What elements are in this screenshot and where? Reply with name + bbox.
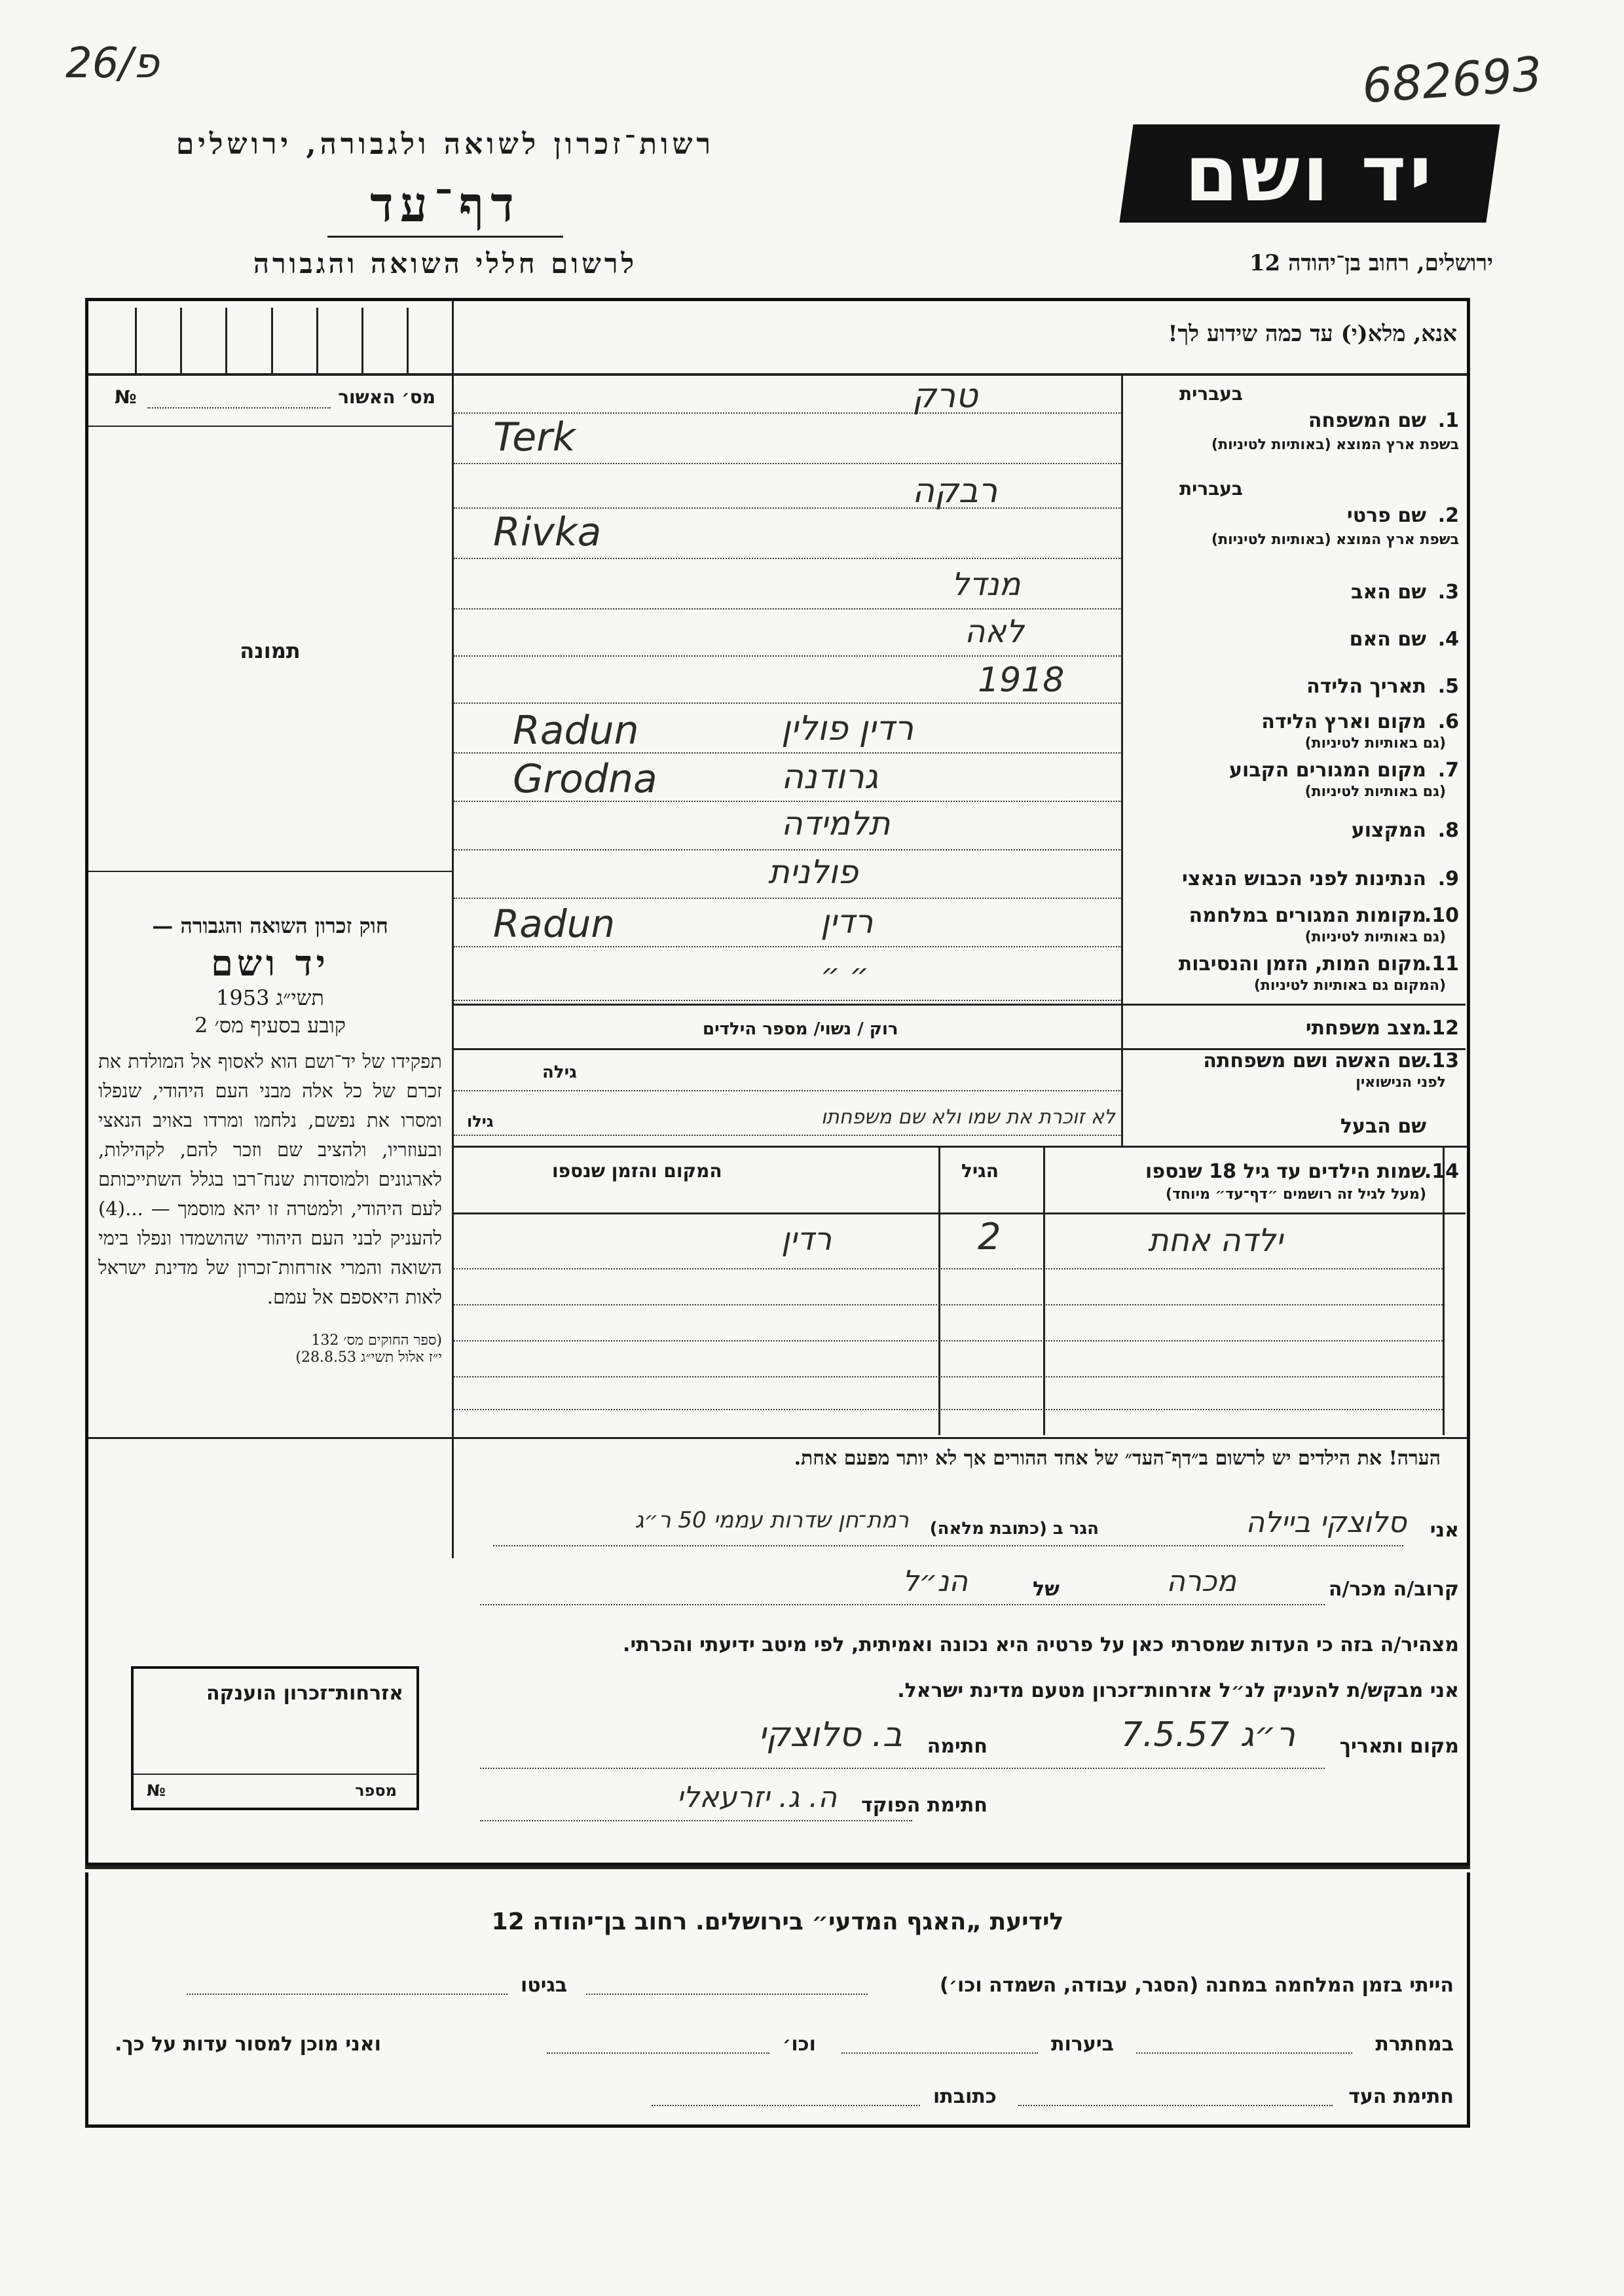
form-subtitle: לרשום חללי השואה והגבורה [253,247,638,280]
request-text: אני מבקש/ת להעניק לנ״ל אזרחות־זכרון מטעם מדינת ישראל. [897,1679,1459,1702]
authority-line: רשות־זכרון לשואה ולגבורה, ירושלים [175,128,715,161]
birthplace-latin: Radun [513,708,639,754]
row-profession[interactable] [454,805,1466,852]
field-num: 4. [1437,628,1459,651]
bottom-section [85,1872,1470,2128]
family-name-latin: Terk [493,414,576,460]
citizenship-no-mark: № [147,1781,166,1800]
field-label: מקום וארץ הלידה [1261,710,1426,733]
row-death-place[interactable] [454,950,1466,1002]
husband-age-label: גילו [467,1112,494,1131]
first-name-hebrew: רבקה [912,471,998,511]
children-num: 14. [1424,1160,1459,1183]
family-name-hebrew: טרק [912,376,978,416]
row-residence[interactable] [454,756,1466,803]
signature-value[interactable]: ב. סלוצקי [758,1715,902,1755]
declarant-name[interactable]: סלוצקי ביילה [1246,1506,1407,1539]
declarant-ani-label: אני [1430,1519,1459,1542]
bottom-ghetto-label: בגיטו [521,1974,568,1997]
bottom-testimony-label: ואני מוכן למסור עדות על כך. [115,2033,381,2056]
bottom-address-label: כתובתו [933,2085,997,2108]
row-mother-name[interactable] [454,613,1466,659]
law-title: חוק זכרון השואה והגבורה — [152,913,388,938]
field-label: שם האם [1349,628,1426,651]
field-label: מקום המגורים הקבוע [1229,759,1426,782]
handwritten-record-number: 682693 [1360,46,1544,114]
of-value[interactable]: הנ״ל [902,1565,968,1598]
row-nationality[interactable] [454,853,1466,900]
field-sub: בשפת ארץ המוצא (באותיות לטיניות) [1211,532,1459,548]
field-num: 6. [1437,710,1459,733]
wife-age-label: גילה [542,1063,577,1082]
field-label: שם האשה ושם משפחתה [1203,1049,1426,1072]
birthplace-hebrew: רדין פולין [781,709,914,748]
field-label: תאריך הלידה [1306,675,1426,698]
approval-label: מס׳ האשור [338,386,435,408]
rule-under-boxes [88,373,1467,376]
place-date-value[interactable]: ר״ג 7.5.57 [1120,1715,1295,1755]
field-tag: בעברית [1179,383,1243,405]
field-num: 3. [1437,581,1459,604]
field-num: 5. [1437,675,1459,698]
field-sub: (גם באותיות לטיניות) [1304,735,1446,752]
children-place-header: המקום והזמן שנספו [552,1160,722,1182]
law-section: קובע בסעיף מס׳ 2 [194,1013,346,1038]
form-title: דף־עד [370,177,521,233]
field-num: 10. [1424,904,1459,927]
official-signature-label: חתימת הפוקד [861,1794,987,1817]
bottom-underground-label: במחתרת [1375,2033,1454,2056]
field-label: מצב משפחתי [1305,1017,1426,1040]
children-row[interactable] [454,1216,1466,1268]
row-birthplace[interactable] [454,708,1466,755]
law-paragraph: תפקידו של יד־ושם הוא לאסוף אל המולדת את זכרם של כל אלה מבני העם היהודי, שנפלו ומסרו את נפשם, נלחמו ומרדו באויב הנאצי ובעוזריו, ולהציב שם וזכר להם, לקהילות, לארגונים ולמוסדות שנח־רבו בגלל השתייכותם לעם היהודי, ולמטרה זו יהא מוסמך — ...(4) להעניק לבני העם היהודי שהושמדו ונפלו בימי השואה והמרי אזרחות־זכרון של מדינת ישראל לאות היאספם אל עמם. [98,1050,442,1308]
field-num: 2. [1437,504,1459,527]
field-label: שם פרטי [1346,504,1426,527]
field-num: 9. [1437,867,1459,890]
field-label: הנתינות לפני הכבוש הנאצי [1182,867,1426,890]
row-family-status[interactable] [454,1006,1466,1047]
wartime-residence-hebrew: רדין [821,903,874,941]
photo-area [92,429,449,867]
title-rule [327,236,563,238]
bottom-rule-thick [85,1866,1470,1869]
header-address: ירושלים, רחוב בן־יהודה 12 [1249,250,1493,276]
field-num: 8. [1437,819,1459,842]
children-table [454,1147,1466,1435]
declaration-text: מצהיר/ה בזה כי העדות שמסרתי כאן על פרטיה היא נכונה ואמיתית, לפי מיטב ידיעתי והכרתי. [623,1633,1459,1656]
family-status-options: רוק / נשוי/ מספר הילדים [703,1019,898,1039]
field-label: המקצוע [1351,819,1426,842]
signature-label: חתימה [927,1735,987,1758]
handwritten-file-note: 26/פ [65,39,159,88]
field-label: מקום המות, הזמן והנסיבות [1178,953,1426,975]
approval-no-mark: № [115,386,137,408]
field-num: 13. [1424,1049,1459,1072]
photo-label: תמונה [240,638,301,663]
residence-latin: Grodna [513,756,657,802]
wartime-residence-latin: Radun [493,902,616,946]
field-num: 12. [1424,1017,1459,1040]
row-father-name[interactable] [454,566,1466,612]
children-sub: (מעל לגיל זה רושמים ״דף־עד״ מיוחד) [1165,1186,1426,1203]
bottom-witness-signature-label: חתימת העד [1348,2085,1454,2108]
husband-name-value: לא זוכרת את שמו ולא שם משפחתו [821,1106,1115,1129]
field-sub: בשפת ארץ המוצא (באותיות לטיניות) [1211,437,1459,453]
citizenship-title: אזרחות־זכרון הוענקה [206,1682,403,1705]
official-signature-value[interactable]: ה. ג. יזרעאלי [676,1781,837,1814]
field-label: שם הבעל [1340,1115,1426,1138]
first-name-latin: Rivka [493,509,602,555]
bottom-etc-label: וכו׳ [783,2033,816,2056]
row-wife-name[interactable] [454,1049,1466,1095]
citizenship-box [131,1666,419,1810]
citizenship-number-label: מספר [355,1781,397,1800]
residence-hebrew: גרודנה [781,757,879,797]
bottom-camp-label: הייתי בזמן המלחמה במחנה (הסגר, עבודה, השמדה וכו׳) [940,1974,1454,1997]
field-label: שם האב [1351,581,1426,604]
law-citation-1: (ספר החוקים מס׳ 132 [311,1332,442,1349]
row-family-name[interactable] [454,376,1466,468]
intro-line: אנא, מלא(י) עד כמה שידוע לך! [1168,321,1457,347]
field-sub: (גם באותיות לטיניות) [1304,929,1446,945]
field-sub: (המקום גם באותיות לטיניות) [1253,977,1446,994]
row-first-name[interactable] [454,471,1466,563]
field-num: 11. [1424,953,1459,975]
field-sub: (גם באותיות לטיניות) [1304,784,1446,800]
declarant-section [454,1493,1466,1859]
field-rows [454,376,1466,1146]
death-place-value: ״ ״ [821,957,869,992]
declarant-lives-label: הגר ב (כתובת מלאה) [929,1519,1099,1539]
field-label: שם המשפחה [1308,409,1426,432]
approval-rule [88,426,452,427]
children-header: שמות הילדים עד גיל 18 שנספו [1145,1160,1426,1183]
field-num: 7. [1437,759,1459,782]
of-label: של [1033,1578,1060,1601]
father-name-value: מנדל [951,566,1021,603]
law-name: יד ושם [211,942,329,984]
profession-value: תלמידה [781,805,891,843]
field-tag: בעברית [1179,478,1243,500]
child-age: 2 [978,1216,1001,1258]
yad-vashem-logo [1119,124,1500,223]
row-wartime-residence[interactable] [454,902,1466,949]
children-age-header: הגיל [961,1160,999,1182]
declarant-address[interactable]: רמת־חן שדרות עממי 50 ר״ג [635,1507,909,1533]
row-birth-date[interactable] [454,661,1466,706]
place-date-label: מקום ותאריך [1339,1735,1459,1758]
nationality-value: פולנית [768,853,858,891]
law-citation-2: י״ז אלול תשי״ג 28.8.53) [295,1349,442,1366]
approval-number-field[interactable] [108,386,442,419]
office-boxes [92,308,452,373]
child-place: רדין [781,1221,832,1258]
photo-bottom-rule [88,871,452,872]
note-line: הערה! את הילדים יש לרשום ב״דף־העד״ של אחד ההורים אך לא יותר מפעם אחת. [794,1447,1441,1470]
relative-label: קרוב/ה מכר/ה [1328,1578,1459,1601]
row-husband-name[interactable] [454,1097,1466,1142]
relative-value[interactable]: מכרה [1166,1565,1236,1598]
child-name: ילדה אחת [1148,1222,1283,1259]
logo-text: יד ושם [1185,128,1435,219]
bottom-forests-label: ביערות [1051,2033,1114,2056]
field-label: מקומות המגורים במלחמה [1189,904,1426,927]
mother-name-value: לאה [965,613,1024,650]
law-year: תשי״ג 1953 [216,985,324,1010]
children-bottom-rule [88,1437,1467,1439]
field-sub: לפני הנישואין [1356,1074,1446,1091]
field-num: 1. [1437,409,1459,432]
law-box [98,913,442,1366]
birth-date-value: 1918 [978,661,1065,700]
bottom-title: לידיעת „האגף המדעי״ בירושלים. רחוב בן־יהודה 12 [491,1908,1064,1935]
